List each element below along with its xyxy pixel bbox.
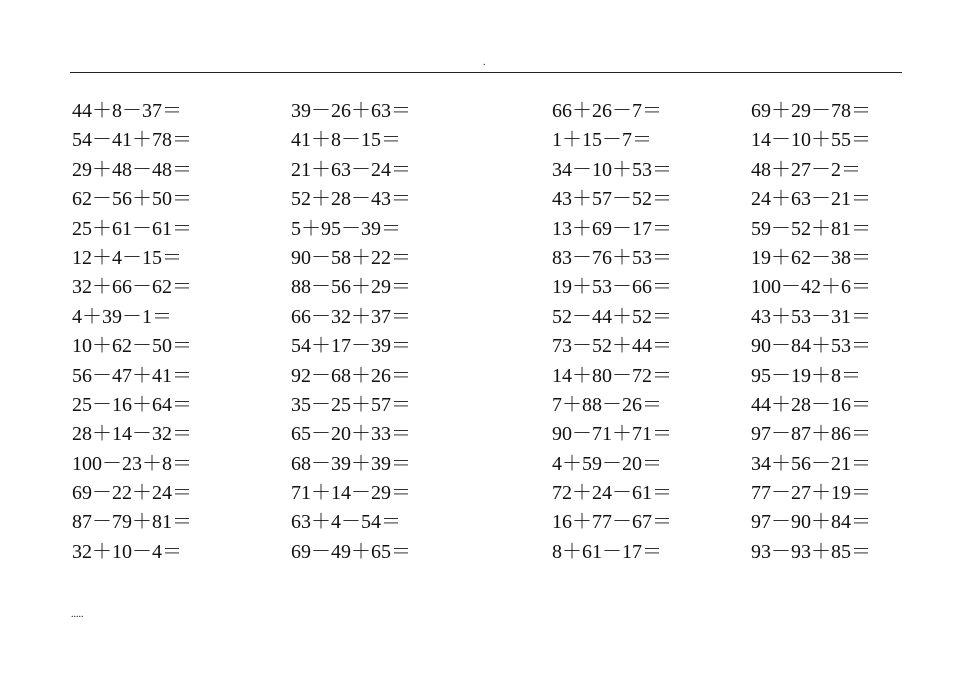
- problem: 24＋63－21＝: [751, 188, 871, 211]
- problem: 13＋69－17＝: [552, 217, 672, 240]
- problem: 69＋29－78＝: [751, 100, 871, 122]
- problem: 66＋26－7＝: [552, 100, 662, 122]
- problem: 68－39＋39＝: [291, 452, 411, 475]
- problem: 63＋4－54＝: [291, 511, 401, 534]
- problem: 8＋61－17＝: [552, 540, 662, 563]
- problem: 90－58＋22＝: [291, 246, 411, 269]
- problem: 59－52＋81＝: [751, 217, 871, 240]
- problem: 43＋53－31＝: [751, 305, 871, 328]
- problem: 69－49＋65＝: [291, 540, 411, 563]
- problem: 48＋27－2＝: [751, 158, 861, 181]
- problem: 100－23＋8＝: [72, 452, 192, 475]
- problem: 16＋77－67＝: [552, 511, 672, 534]
- problem: 44＋8－37＝: [72, 100, 182, 122]
- problem: 28＋14－32＝: [72, 423, 192, 446]
- problem: 4＋59－20＝: [552, 452, 662, 475]
- problem: 69－22＋24＝: [72, 482, 192, 505]
- problem: 4＋39－1＝: [72, 305, 172, 328]
- problem: 7＋88－26＝: [552, 393, 662, 416]
- problem: 25－16＋64＝: [72, 393, 192, 416]
- problem: 73－52＋44＝: [552, 335, 672, 358]
- problem: 92－68＋26＝: [291, 364, 411, 387]
- problem: 56－47＋41＝: [72, 364, 192, 387]
- problem: 39－26＋63＝: [291, 100, 411, 122]
- problem: 10＋62－50＝: [72, 335, 192, 358]
- problem: 5＋95－39＝: [291, 217, 401, 240]
- problem: 32＋10－4＝: [72, 540, 182, 563]
- problem: 1＋15－7＝: [552, 129, 652, 152]
- problem: 44＋28－16＝: [751, 393, 871, 416]
- problem: 12＋4－15＝: [72, 246, 182, 269]
- problem: 62－56＋50＝: [72, 188, 192, 211]
- problem: 19＋53－66＝: [552, 276, 672, 299]
- problem: 35－25＋57＝: [291, 393, 411, 416]
- problem: 32＋66－62＝: [72, 276, 192, 299]
- problem-column-1: [72, 97, 192, 567]
- problem: 71＋14－29＝: [291, 482, 411, 505]
- problem: 41＋8－15＝: [291, 129, 401, 152]
- problem: 66－32＋37＝: [291, 305, 411, 328]
- problem: 34－10＋53＝: [552, 158, 672, 181]
- header-rule: [70, 72, 902, 73]
- problem: 25＋61－61＝: [72, 217, 192, 240]
- problem-column-4: [751, 97, 871, 567]
- problem: 43＋57－52＝: [552, 188, 672, 211]
- problem: 52－44＋52＝: [552, 305, 672, 328]
- problem: 100－42＋6＝: [751, 276, 871, 299]
- problem: 21＋63－24＝: [291, 158, 411, 181]
- problem: 87－79＋81＝: [72, 511, 192, 534]
- problem: 54＋17－39＝: [291, 335, 411, 358]
- problem: 19＋62－38＝: [751, 246, 871, 269]
- problem: 77－27＋19＝: [751, 482, 871, 505]
- problem: 90－71＋71＝: [552, 423, 672, 446]
- problem: 90－84＋53＝: [751, 335, 871, 358]
- problem: 52＋28－43＝: [291, 188, 411, 211]
- problem: 34＋56－21＝: [751, 452, 871, 475]
- problem: 54－41＋78＝: [72, 129, 192, 152]
- problem: 83－76＋53＝: [552, 246, 672, 269]
- problem: 97－90＋84＝: [751, 511, 871, 534]
- footer-mark: .....: [71, 609, 84, 620]
- problem: 97－87＋86＝: [751, 423, 871, 446]
- header-mark: .: [483, 57, 486, 68]
- problem-column-3: [552, 97, 672, 567]
- problem: 88－56＋29＝: [291, 276, 411, 299]
- problem: 29＋48－48＝: [72, 158, 192, 181]
- problem: 95－19＋8＝: [751, 364, 861, 387]
- problem-column-2: [291, 97, 411, 567]
- problem: 14－10＋55＝: [751, 129, 871, 152]
- problem: 72＋24－61＝: [552, 482, 672, 505]
- problem: 14＋80－72＝: [552, 364, 672, 387]
- problem: 65－20＋33＝: [291, 423, 411, 446]
- problem: 93－93＋85＝: [751, 540, 871, 563]
